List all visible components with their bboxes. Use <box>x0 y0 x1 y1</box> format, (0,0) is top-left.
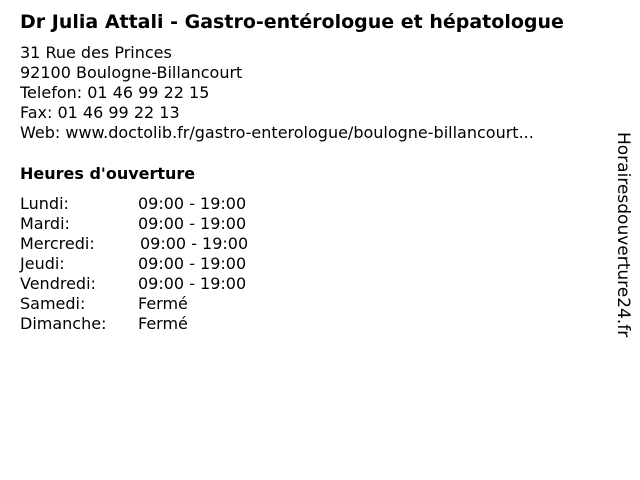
hours-row-sunday <box>20 314 248 334</box>
hours-row-tuesday <box>20 214 248 234</box>
hours-row-saturday <box>20 294 248 314</box>
hours-row-wednesday <box>20 234 248 254</box>
opening-hours-heading: Heures d'ouverture <box>20 164 196 183</box>
hours-value: 09:00 - 19:00 <box>138 214 247 233</box>
fax-number: Fax: 01 46 99 22 13 <box>20 103 180 122</box>
hours-row-friday <box>20 274 248 294</box>
day-label: Samedi: <box>20 294 86 313</box>
street-address: 31 Rue des Princes <box>20 43 172 62</box>
website-link: Web: www.doctolib.fr/gastro-enterologue/boulogne-billancourt... <box>20 123 534 142</box>
day-label: Mercredi: <box>20 234 95 253</box>
contact-info <box>20 43 534 143</box>
brand-watermark: Horairesdouverture24.fr <box>613 132 633 338</box>
phone-number: Telefon: 01 46 99 22 15 <box>20 83 210 102</box>
day-label: Mardi: <box>20 214 70 233</box>
hours-value: Fermé <box>138 314 188 333</box>
hours-value: 09:00 - 19:00 <box>140 234 249 253</box>
hours-value: Fermé <box>138 294 188 313</box>
city-address: 92100 Boulogne-Billancourt <box>20 63 243 82</box>
hours-value: 09:00 - 19:00 <box>138 254 247 273</box>
day-label: Lundi: <box>20 194 69 213</box>
day-label: Dimanche: <box>20 314 107 333</box>
day-label: Jeudi: <box>20 254 65 273</box>
page-title: Dr Julia Attali - Gastro-entérologue et hépatologue <box>20 11 564 33</box>
hours-value: 09:00 - 19:00 <box>138 194 247 213</box>
hours-row-monday <box>20 194 248 214</box>
day-label: Vendredi: <box>20 274 96 293</box>
opening-hours-table <box>20 194 248 334</box>
hours-row-thursday <box>20 254 248 274</box>
hours-value: 09:00 - 19:00 <box>138 274 247 293</box>
